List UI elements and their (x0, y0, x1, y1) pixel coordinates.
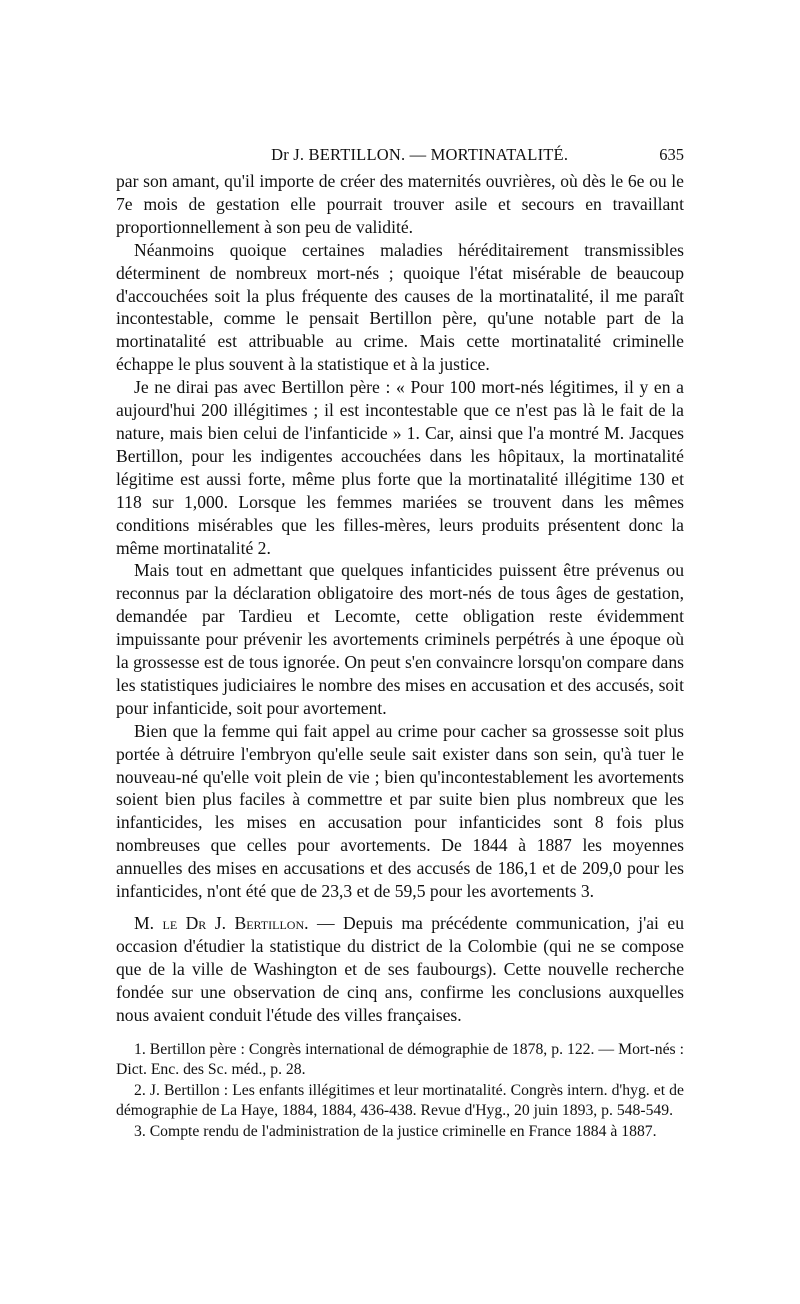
running-header (116, 140, 684, 170)
paragraph-2: Néanmoins quoique certaines maladies héréditairement transmissibles déterminent de nombreux mort-nés ; quoique l'état misérable de beaucoup d'accouchées soit la plus fréquente des causes de la mortinatalité, il me paraît incontestable, comme le pensait Bertillon père, qu'une notable part de la mortinatalité est attribuable au crime. Mais cette mortinatalité criminelle échappe le plus souvent à la statistique et à la justice. (116, 239, 684, 375)
page-number: 635 (659, 145, 684, 164)
footnote-1: 1. Bertillon père : Congrès international de démographie de 1878, p. 122. — Mort-nés : Dict. Enc. des Sc. méd., p. 28. (116, 1040, 684, 1079)
section-speaker: M. le Dr J. Bertillon. (134, 913, 309, 933)
section-text: — Depuis ma précédente communication, j'ai eu occasion d'étudier la statistique du district de la Colombie (qui ne se compose que de la ville de Washington et de ses faubourgs). Cette nouvelle recherche fondée sur une observation de cinq ans, confirme les conclusions auxquelles nous avaient conduit l'étude des villes françaises. (116, 913, 684, 1025)
paragraph-5: Bien que la femme qui fait appel au crime pour cacher sa grossesse soit plus portée à détruire l'embryon qu'elle seule sait exister dans son sein, qu'à tuer le nouveau-né qu'elle voit plein de vie ; bien qu'incontestablement les avortements soient bien plus faciles à commettre et par suite bien plus nombreux que les infanticides, les mises en accusation pour infanticides sont 8 fois plus nombreuses que celles pour avortements. De 1844 à 1887 les moyennes annuelles des mises en accusations et des accusés de 186,1 et de 209,0 pour les infanticides, n'ont été que de 23,3 et de 59,5 pour les avortements 3. (116, 720, 684, 902)
paragraph-1: par son amant, qu'il importe de créer des maternités ouvrières, où dès le 6e ou le 7e mois de gestation elle pourrait trouver asile et secours en travaillant proportionnellement à son peu de validité. (116, 171, 684, 237)
paragraph-4: Mais tout en admettant que quelques infanticides puissent être prévenus ou reconnus par la déclaration obligatoire des mort-nés de tous âges de gestation, demandée par Tardieu et Lecomte, cette obligation reste évidemment impuissante pour prévenir les avortements criminels perpétrés à une époque où la grossesse est de tous ignorée. On peut s'en convaincre lorsqu'on compare dans les statistiques judiciaires le nombre des mises en accusation et des accusés, soit pour infanticide, soit pour avortement. (116, 560, 684, 718)
footnote-2: 2. J. Bertillon : Les enfants illégitimes et leur mortinatalité. Congrès intern. d'hyg. et de démographie de La Haye, 1884, 1884, 436-438. Revue d'Hyg., 20 juin 1893, p. 548-549. (116, 1081, 684, 1120)
document-page (116, 140, 684, 1142)
running-title: Dr J. BERTILLON. — MORTINATALITÉ. (271, 145, 569, 164)
paragraph-3: Je ne dirai pas avec Bertillon père : « Pour 100 mort-nés légitimes, il y en a aujourd'hui 200 illégitimes ; il est incontestable que ce n'est pas là le fait de la nature, mais bien celui de l'infanticide » 1. Car, ainsi que l'a montré M. Jacques Bertillon, pour les indigentes accouchées dans les hôpitaux, la mortinatalité légitime est aussi forte, même plus forte que la mortinatalité illégitime 130 et 118 sur 1,000. Lorsque les femmes mariées se trouvent dans les mêmes conditions misérables que les filles-mères, leurs produits présentent donc la même mortinatalité 2. (116, 377, 684, 558)
section-paragraph (116, 912, 684, 1027)
footnote-3: 3. Compte rendu de l'administration de la justice criminelle en France 1884 à 1887. (134, 1122, 657, 1140)
footnotes (116, 1040, 684, 1143)
